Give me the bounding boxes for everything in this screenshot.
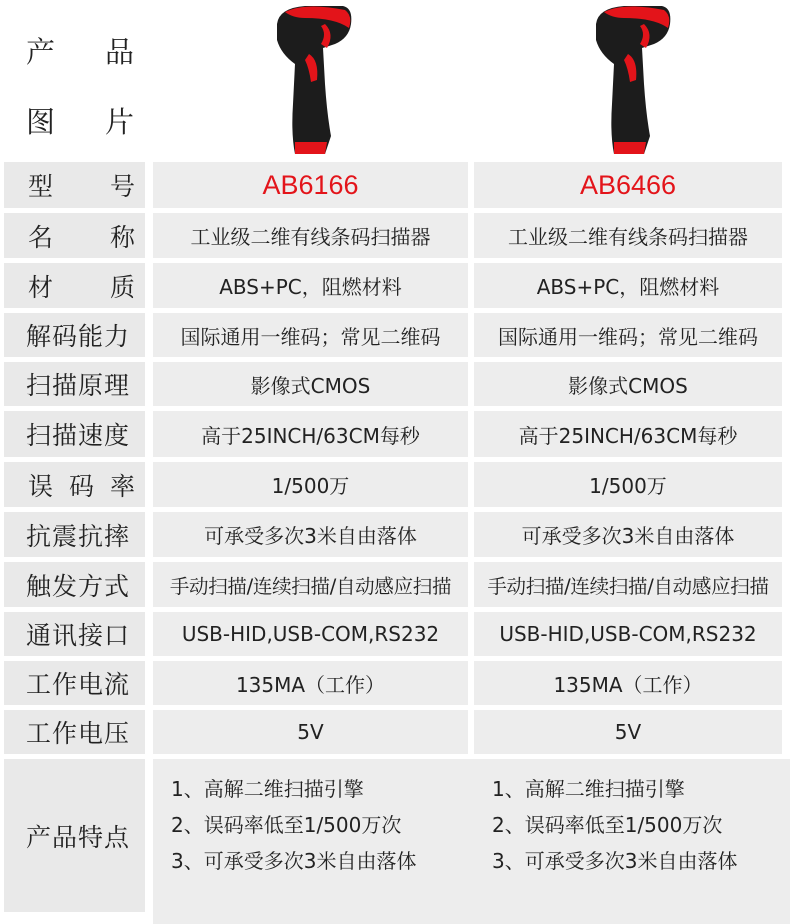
row-label: 触发方式 xyxy=(4,562,145,607)
value-cell: 5V xyxy=(153,710,468,754)
row-working-voltage xyxy=(4,710,782,754)
feature-item: 3、可承受多次3米自由落体 xyxy=(492,849,738,873)
row-label: 工作电流 xyxy=(4,661,145,705)
model-name: AB6466 xyxy=(579,169,677,200)
row-scan-principle xyxy=(4,362,782,406)
value-cell: 手动扫描/连续扫描/自动感应扫描 xyxy=(474,562,782,607)
row-scan-speed xyxy=(4,411,782,457)
row-model xyxy=(4,162,782,208)
product-image-label xyxy=(4,4,142,156)
value-cell: 5V xyxy=(474,710,782,754)
value-cell: 工业级二维有线条码扫描器 xyxy=(153,213,468,258)
row-decode xyxy=(4,313,782,357)
label-char: 产 xyxy=(26,35,56,69)
product-image-ab6166 xyxy=(153,4,468,156)
value-cell: 国际通用一维码；常见二维码 xyxy=(474,313,782,357)
row-label: 型 号 xyxy=(4,162,145,208)
row-trigger-mode xyxy=(4,562,782,607)
feature-item: 2、误码率低至1/500万次 xyxy=(171,813,402,837)
row-label: 材 质 xyxy=(4,263,145,308)
model-cell xyxy=(474,162,782,208)
value-cell: 可承受多次3米自由落体 xyxy=(474,512,782,557)
product-image-ab6466 xyxy=(474,4,782,156)
row-label: 扫描原理 xyxy=(4,362,145,406)
value-cell: 135MA（工作） xyxy=(474,661,782,705)
label-char: 品 xyxy=(105,35,135,69)
barcode-scanner-icon xyxy=(265,4,355,156)
row-label: 工作电压 xyxy=(4,710,145,754)
model-name: AB6166 xyxy=(262,169,359,200)
row-interface xyxy=(4,612,782,656)
row-features xyxy=(4,759,782,912)
row-label: 误 码 率 xyxy=(4,462,145,507)
value-cell: 影像式CMOS xyxy=(153,362,468,406)
row-error-rate xyxy=(4,462,782,507)
row-label: 解码能力 xyxy=(4,313,145,357)
row-working-current xyxy=(4,661,782,705)
label-char: 图 xyxy=(26,105,56,139)
model-cell xyxy=(153,162,468,208)
value-cell: 1/500万 xyxy=(474,462,782,507)
value-cell: 手动扫描/连续扫描/自动感应扫描 xyxy=(153,562,468,607)
feature-item: 1、高解二维扫描引擎 xyxy=(492,777,685,801)
row-label: 扫描速度 xyxy=(4,411,145,457)
row-material xyxy=(4,263,782,308)
value-cell: 135MA（工作） xyxy=(153,661,468,705)
value-cell: ABS+PC，阻燃材料 xyxy=(474,263,782,308)
value-cell: USB-HID,USB-COM,RS232 xyxy=(474,612,782,656)
value-cell: 高于25INCH/63CM每秒 xyxy=(153,411,468,457)
row-label: 名 称 xyxy=(4,213,145,258)
value-cell: USB-HID,USB-COM,RS232 xyxy=(153,612,468,656)
value-cell: 高于25INCH/63CM每秒 xyxy=(474,411,782,457)
row-label: 抗震抗摔 xyxy=(4,512,145,557)
feature-item: 2、误码率低至1/500万次 xyxy=(492,813,723,837)
feature-item: 1、高解二维扫描引擎 xyxy=(171,777,364,801)
label-char: 片 xyxy=(105,105,135,139)
value-cell: 国际通用一维码；常见二维码 xyxy=(153,313,468,357)
features-cell xyxy=(474,759,790,924)
value-cell: 可承受多次3米自由落体 xyxy=(153,512,468,557)
row-name xyxy=(4,213,782,258)
row-label: 通讯接口 xyxy=(4,612,145,656)
value-cell: 1/500万 xyxy=(153,462,468,507)
features-cell xyxy=(153,759,486,924)
barcode-scanner-icon xyxy=(584,4,674,156)
feature-item: 3、可承受多次3米自由落体 xyxy=(171,849,417,873)
value-cell: 影像式CMOS xyxy=(474,362,782,406)
row-drop-resistance xyxy=(4,512,782,557)
value-cell: 工业级二维有线条码扫描器 xyxy=(474,213,782,258)
value-cell: ABS+PC，阻燃材料 xyxy=(153,263,468,308)
row-label: 产品特点 xyxy=(4,759,145,912)
